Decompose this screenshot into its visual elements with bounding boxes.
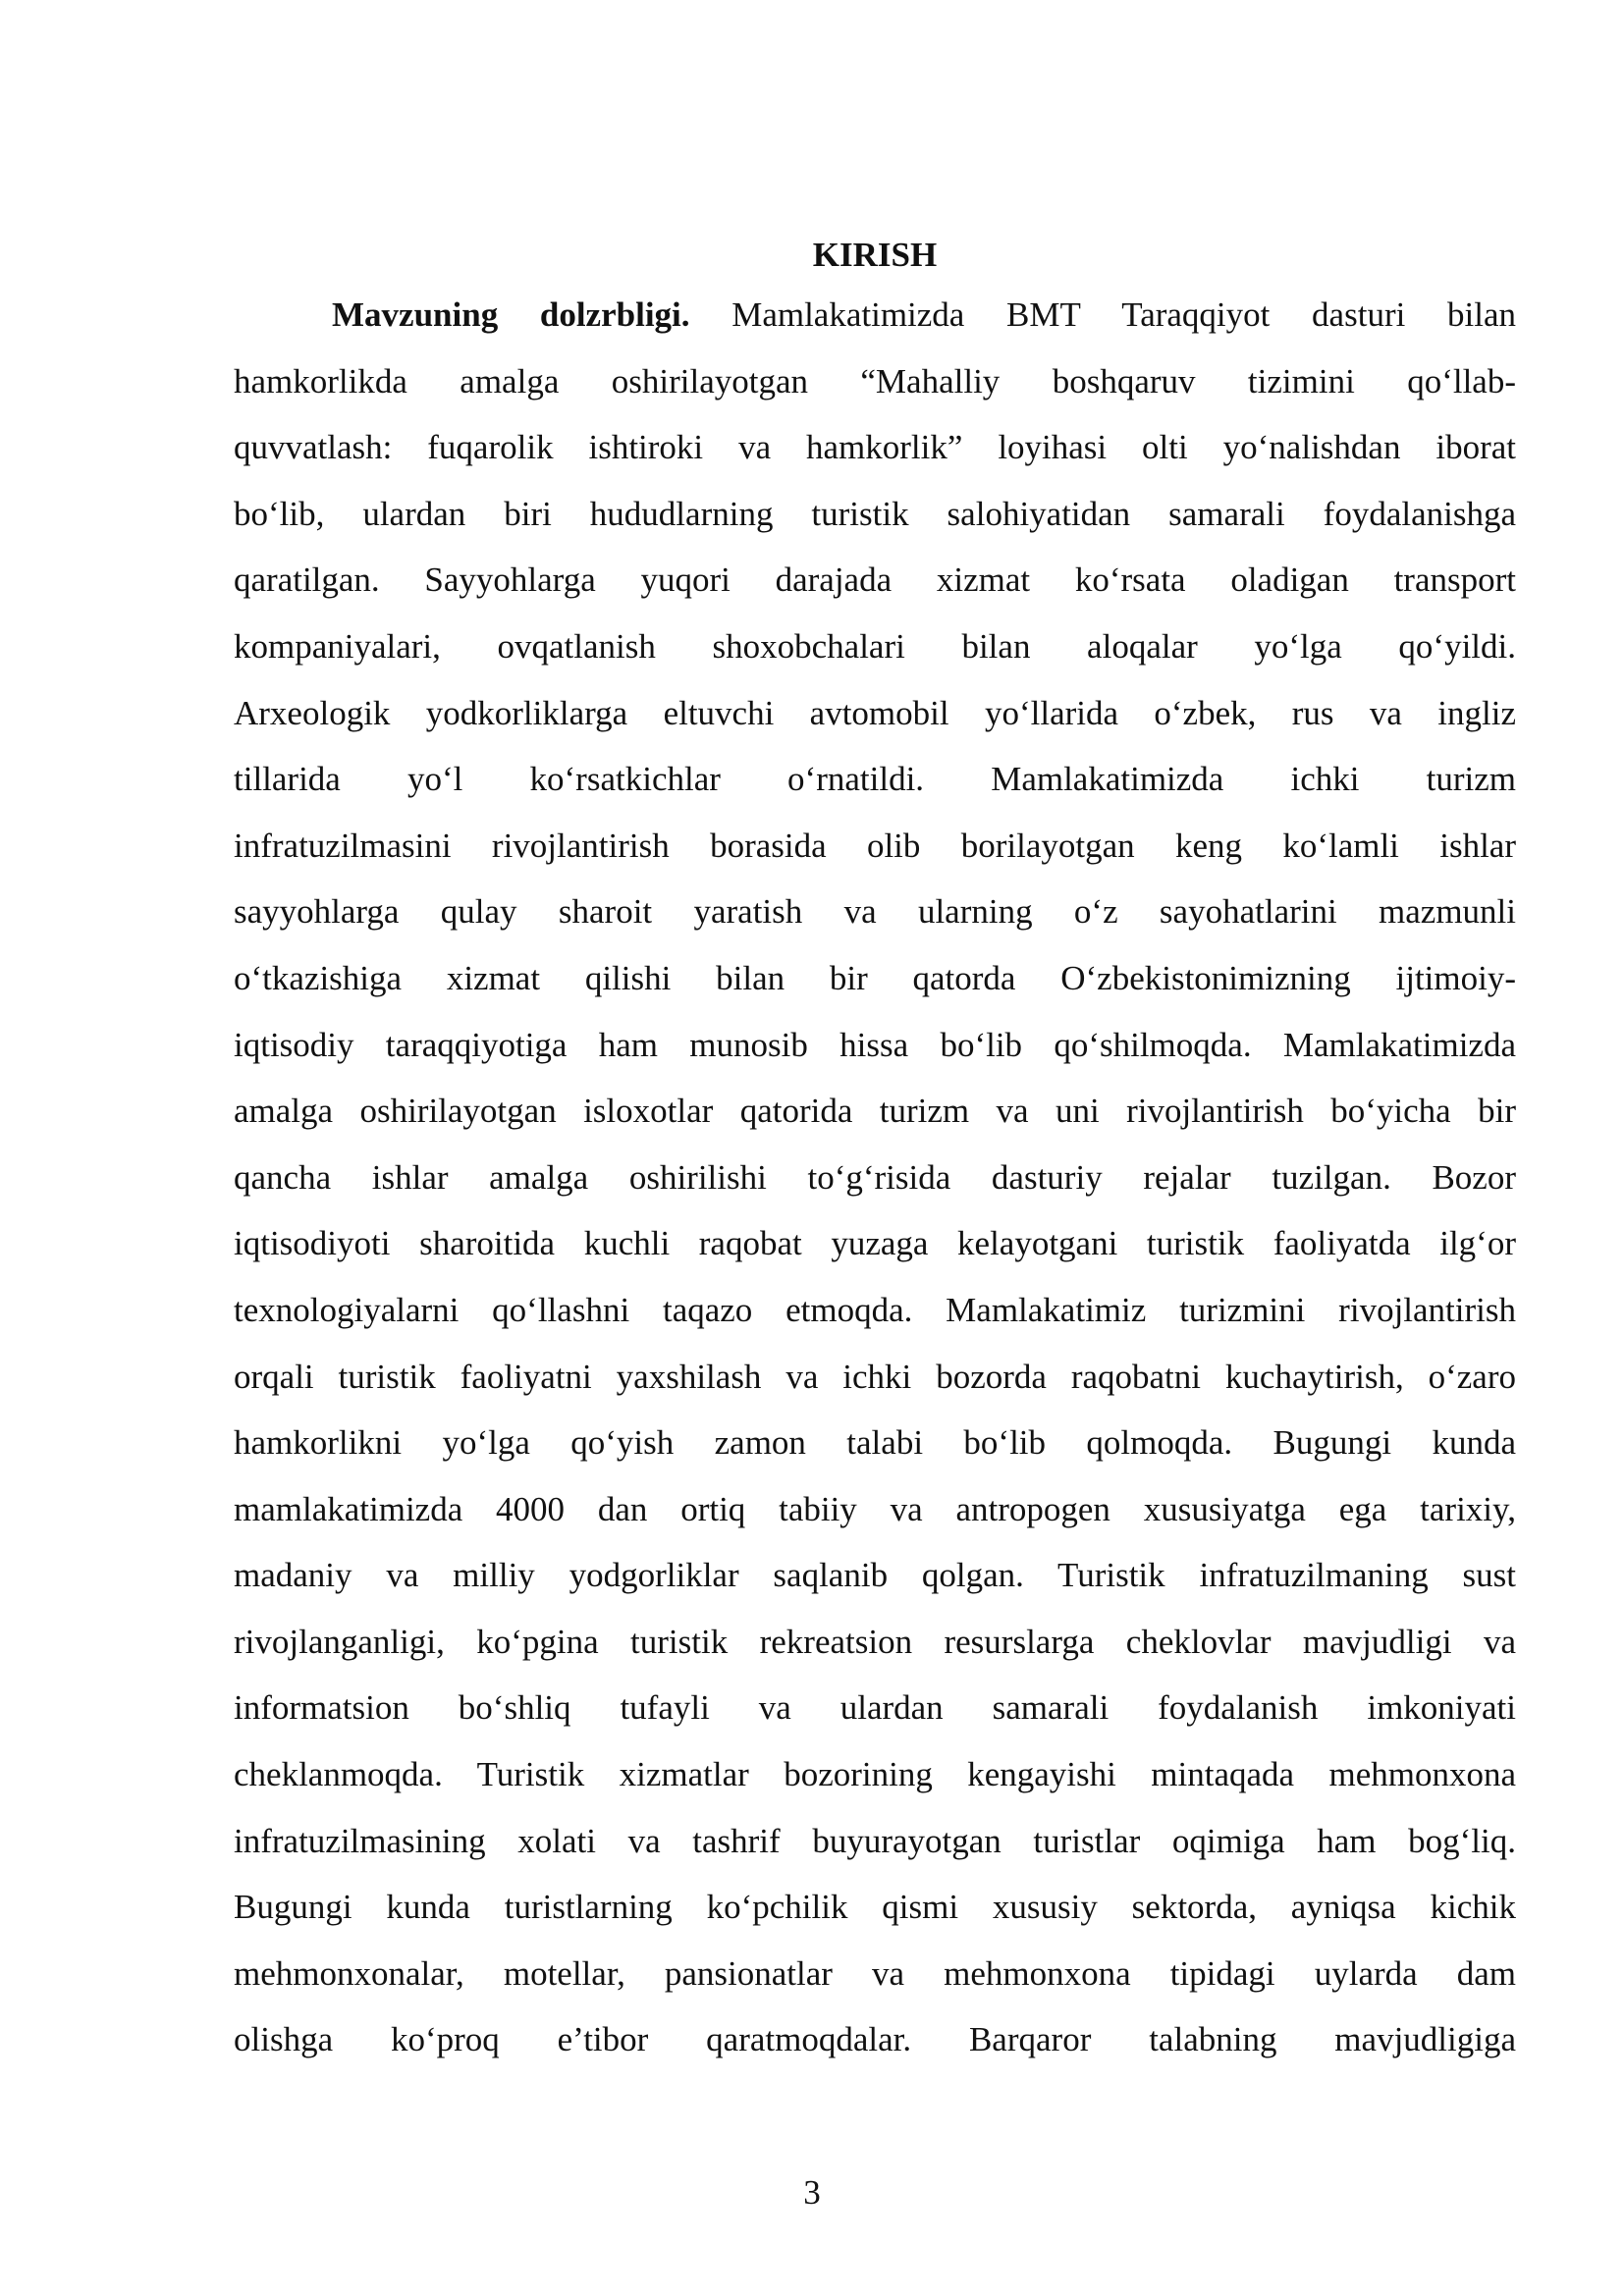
page-number: 3 [803, 2173, 821, 2212]
paragraph-line: cheklanmoqda. Turistik xizmatlar bozorining kengayishi mintaqada mehmonxona [234, 1755, 1516, 1794]
section-title: KIRISH [812, 236, 938, 274]
paragraph-line: texnologiyalarni qo‘llashni taqazo etmoqda. Mamlakatimiz turizmini rivojlantirish [234, 1290, 1516, 1329]
paragraph-line: hamkorlikda amalga oshirilayotgan “Mahalliy boshqaruv tizimini qo‘llab- [234, 361, 1516, 400]
paragraph-line: Arxeologik yodkorliklarga eltuvchi avtomobil yo‘llarida o‘zbek, rus va ingliz [234, 693, 1516, 732]
paragraph-line: orqali turistik faoliyatni yaxshilash va ichki bozorda raqobatni kuchaytirish, o‘zaro [234, 1357, 1516, 1396]
paragraph-line: rivojlanganligi, ko‘pgina turistik rekreatsion resurslarga cheklovlar mavjudligi va [234, 1622, 1516, 1661]
paragraph-line: qaratilgan. Sayyohlarga yuqori darajada xizmat ko‘rsata oladigan transport [234, 561, 1516, 600]
body-paragraph [234, 292, 1516, 2083]
paragraph-line: bo‘lib, ulardan biri hududlarning turistik salohiyatidan samarali foydalanishga [234, 494, 1516, 533]
paragraph-line: qancha ishlar amalga oshirilishi to‘g‘risida dasturiy rejalar tuzilgan. Bozor [234, 1157, 1516, 1197]
paragraph-line-text: Mamlakatimizda BMT Taraqqiyot dasturi bilan [689, 295, 1516, 334]
paragraph-line: mehmonxonalar, motellar, pansionatlar va mehmonxona tipidagi uylarda dam [234, 1953, 1516, 1993]
paragraph-line: quvvatlash: fuqarolik ishtiroki va hamkorlik” loyihasi olti yo‘nalishdan iborat [234, 428, 1516, 467]
paragraph-line: informatsion bo‘shliq tufayli va ulardan samarali foydalanish imkoniyati [234, 1688, 1516, 1728]
paragraph-line: hamkorlikni yo‘lga qo‘yish zamon talabi bo‘lib qolmoqda. Bugungi kunda [234, 1423, 1516, 1463]
paragraph-line: infratuzilmasini rivojlantirish borasida olib borilayotgan keng ko‘lamli ishlar [234, 826, 1516, 865]
paragraph-line: mamlakatimizda 4000 dan ortiq tabiiy va antropogen xususiyatga ega tarixiy, [234, 1489, 1516, 1528]
paragraph-line: iqtisodiyoti sharoitida kuchli raqobat yuzaga kelayotgani turistik faoliyatda ilg‘or [234, 1224, 1516, 1263]
paragraph-lead: Mavzuning dolzrbligi. [332, 295, 690, 334]
paragraph-line: Bugungi kunda turistlarning ko‘pchilik qismi xususiy sektorda, ayniqsa kichik [234, 1888, 1516, 1927]
paragraph-line: tillarida yo‘l ko‘rsatkichlar o‘rnatildi. Mamlakatimizda ichki turizm [234, 760, 1516, 799]
paragraph-line: o‘tkazishiga xizmat qilishi bilan bir qatorda O‘zbekistonimizning ijtimoiy- [234, 958, 1516, 997]
paragraph-line: infratuzilmasining xolati va tashrif buyurayotgan turistlar oqimiga ham bog‘liq. [234, 1821, 1516, 1860]
paragraph-line: olishga ko‘proq e’tibor qaratmoqdalar. Barqaror talabning mavjudligiga [234, 2020, 1516, 2059]
paragraph-line: iqtisodiy taraqqiyotiga ham munosib hissa bo‘lib qo‘shilmoqda. Mamlakatimizda [234, 1025, 1516, 1064]
paragraph-line: amalga oshirilayotgan isloxotlar qatorida turizm va uni rivojlantirish bo‘yicha bir [234, 1092, 1516, 1131]
paragraph-line: madaniy va milliy yodgorliklar saqlanib qolgan. Turistik infratuzilmaning sust [234, 1556, 1516, 1595]
paragraph-line [234, 292, 1516, 358]
paragraph-line: kompaniyalari, ovqatlanish shoxobchalari bilan aloqalar yo‘lga qo‘yildi. [234, 626, 1516, 666]
paragraph-line: sayyohlarga qulay sharoit yaratish va ularning o‘z sayohatlarini mazmunli [234, 892, 1516, 932]
